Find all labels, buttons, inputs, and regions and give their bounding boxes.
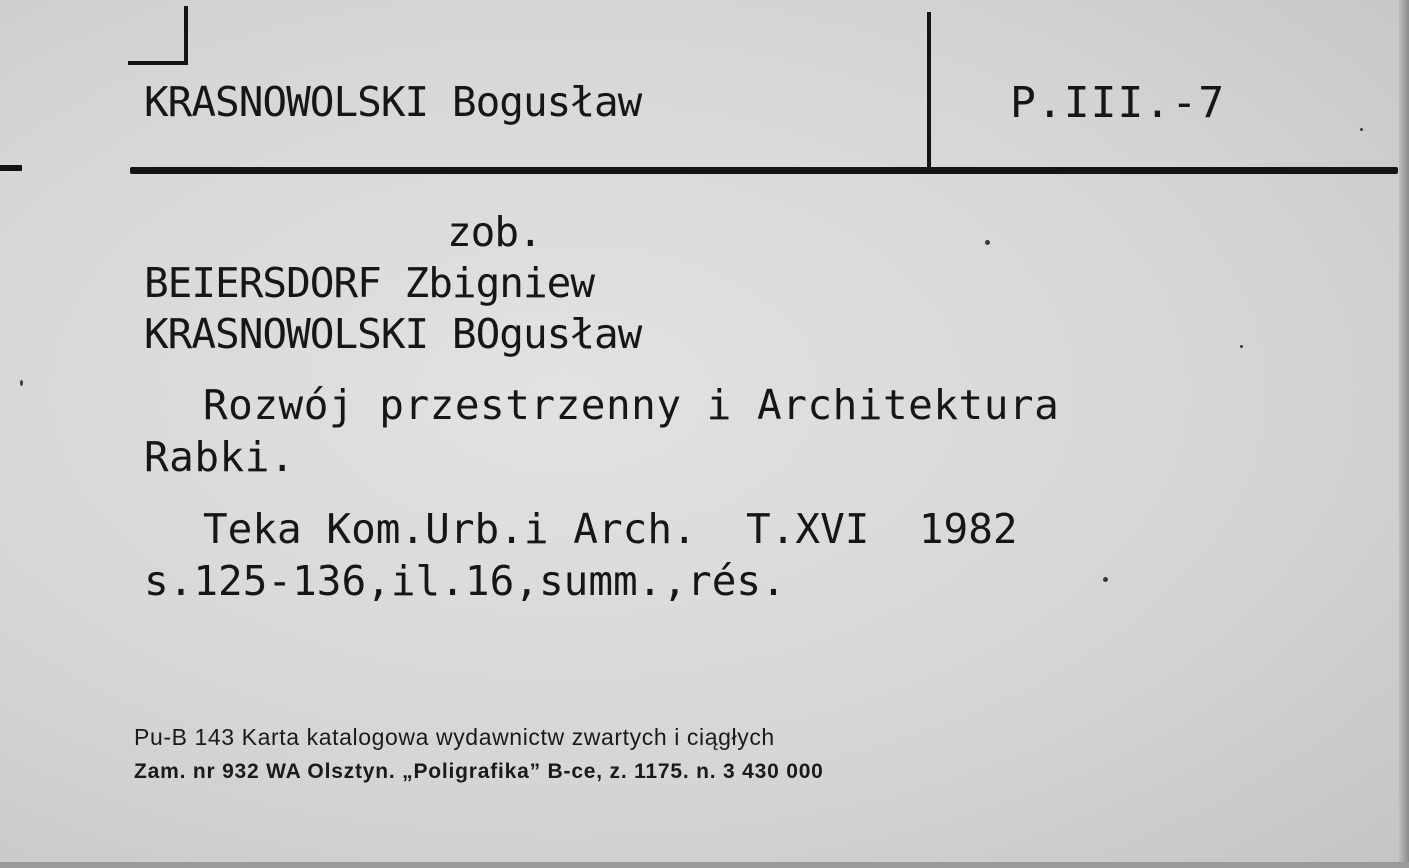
author-line-1: BEIERSDORF Zbigniew — [144, 259, 594, 307]
ink-speck — [20, 380, 23, 386]
printer-imprint-line-2: Zam. nr 932 WA Olsztyn. „Poligrafika” B-ce, z. 1175. n. 3 430 000 — [134, 760, 824, 783]
corner-mark-vertical — [184, 6, 188, 64]
ink-speck — [1103, 577, 1108, 582]
heading-author: KRASNOWOLSKI Bogusław — [144, 78, 642, 126]
author-line-2: KRASNOWOLSKI BOgusław — [144, 310, 642, 358]
header-rule — [130, 167, 1398, 174]
ink-speck — [1240, 345, 1243, 348]
card-bottom-edge — [0, 862, 1409, 868]
title-line-1: Rozwój przestrzenny i Architektura — [203, 381, 1060, 429]
corner-mark-horizontal — [128, 61, 188, 65]
left-margin-mark — [0, 165, 22, 171]
publication-line-1: Teka Kom.Urb.i Arch. T.XVI 1982 — [203, 505, 1018, 553]
printer-imprint-line-1: Pu-B 143 Karta katalogowa wydawnictw zwartych i ciągłych — [134, 724, 775, 750]
call-number: P.III.-7 — [1010, 78, 1226, 128]
publication-line-2: s.125-136,il.16,summ.,rés. — [144, 557, 786, 605]
header-divider — [927, 12, 931, 167]
see-reference: zob. — [447, 208, 542, 256]
ink-speck — [1360, 128, 1363, 131]
card-edge-shadow — [1399, 0, 1409, 868]
ink-speck — [985, 240, 990, 245]
title-line-2: Rabki. — [144, 433, 296, 481]
